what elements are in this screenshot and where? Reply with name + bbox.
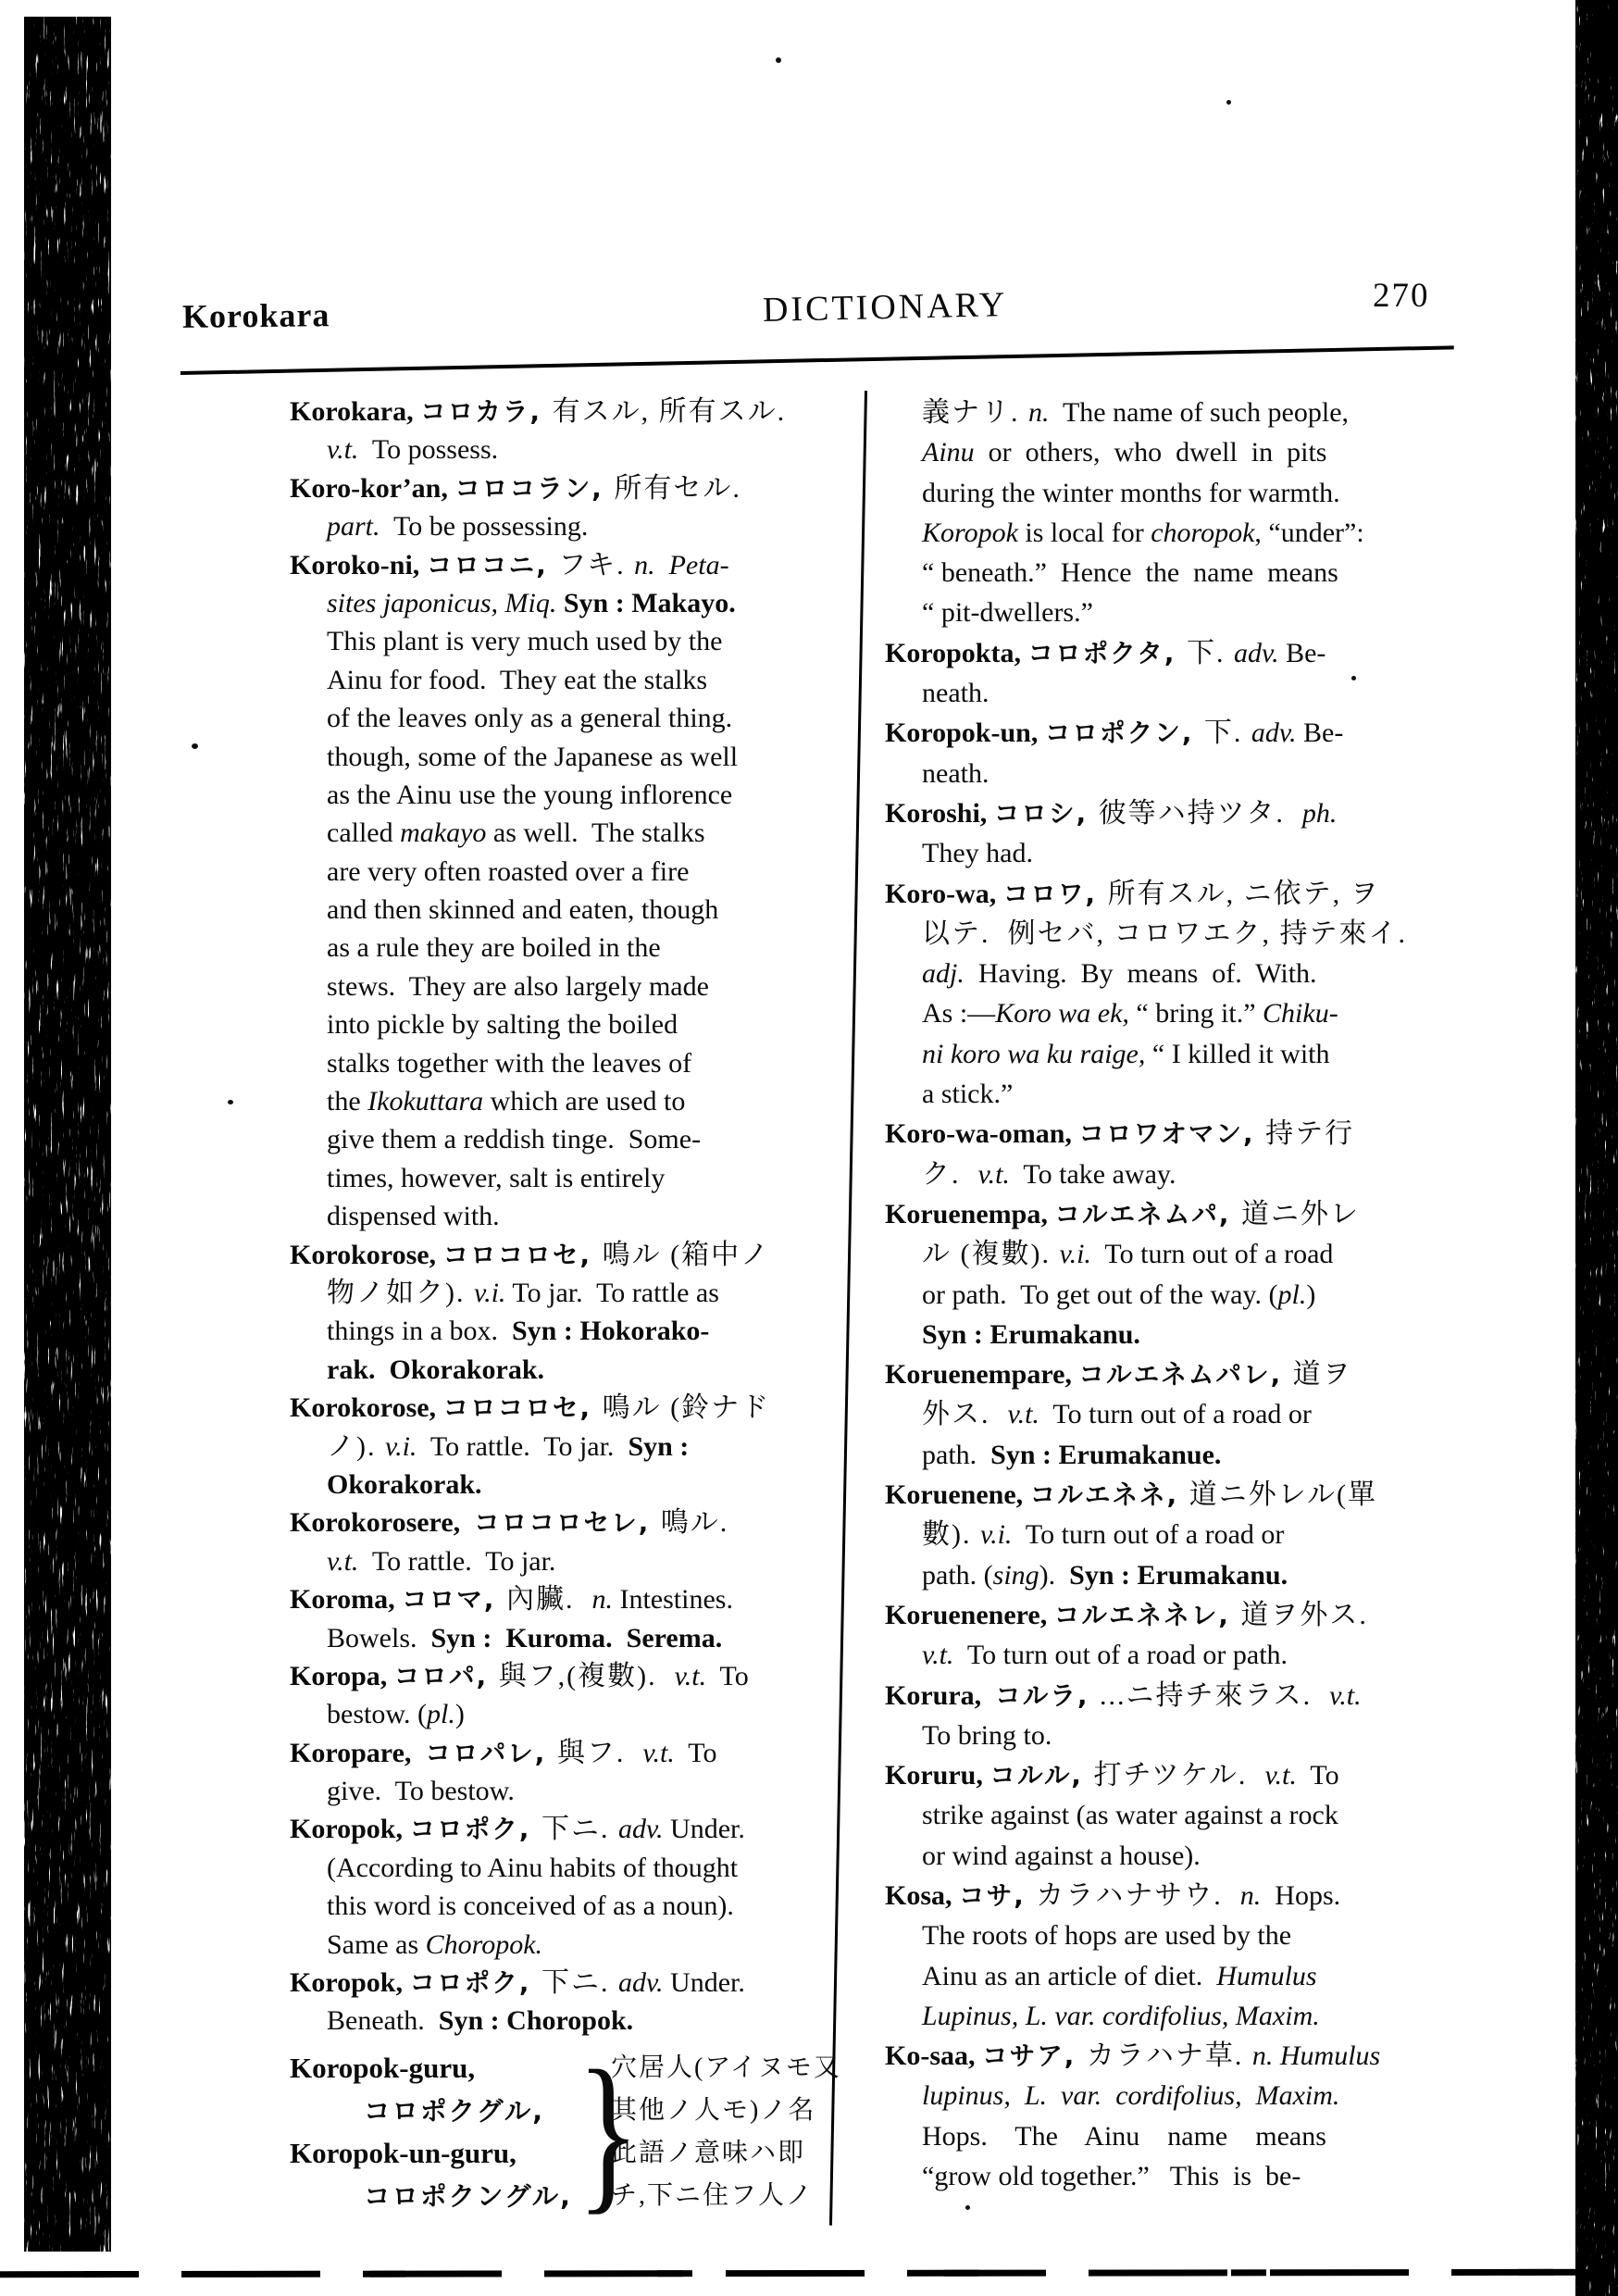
dict-line: ル (複數). v.i. To turn out of a road [922, 1239, 1334, 1270]
dict-line: Koropok, コロポク, 下ニ. adv. Under. [290, 1967, 745, 1999]
dict-line: Ko-saa, コサア, カラハナ草. n. Humulus [885, 2040, 1381, 2072]
dict-line: They had. [922, 838, 1033, 869]
dict-line: Hops. The Ainu name means [922, 2120, 1326, 2152]
dict-line: Ainu as an article of diet. Humulus [922, 1960, 1317, 1991]
dict-line: during the winter months for warmth. [922, 477, 1340, 508]
dict-line: Koruenempare, コルエネムパレ, 道ヲ [885, 1359, 1352, 1391]
dict-line: v.t. To turn out of a road or path. [922, 1640, 1288, 1671]
scan-bottom-edge-line [0, 2269, 1618, 2277]
dict-line: sites japonicus, Miq. Syn : Makayo. [327, 587, 736, 618]
dict-line: dispensed with. [327, 1201, 500, 1232]
dict-line: though, some of the Japanese as well [327, 741, 739, 772]
right-column [885, 393, 1514, 2196]
scan-speck [776, 57, 781, 63]
dict-line: Syn : Erumakanu. [922, 1318, 1140, 1350]
dict-line: チ,下ニ住フ人ノ [611, 2180, 815, 2210]
dict-line: To bring to. [922, 1719, 1052, 1751]
dict-line: This plant is very much used by the [327, 626, 723, 657]
dict-line: Koruru, コルル, 打チツケル. v.t. To [885, 1760, 1339, 1791]
dict-line: of the leaves only as a general thing. [327, 703, 733, 734]
dict-line: As :—Koro wa ek, “ bring it.” Chiku- [922, 998, 1338, 1029]
dict-line: Korokorose, コロコロセ, 鳴ル (箱中ノ [290, 1239, 771, 1270]
right-column-lines [885, 393, 1514, 2196]
dict-line: Koropok is local for choropok, “under”: [922, 517, 1364, 548]
dict-line: Same as Choropok. [327, 1928, 543, 1960]
dict-line: give. To bestow. [327, 1776, 515, 1807]
dict-line: give them a reddish tinge. Some- [327, 1124, 702, 1155]
dict-line: things in a box. Syn : Hokorako- [327, 1316, 710, 1347]
brace-headwords [290, 2047, 572, 2217]
dict-line: strike against (as water against a rock [922, 1800, 1338, 1831]
dict-line: 以テ. 例セバ, コロワエク, 持テ來イ. [922, 917, 1407, 949]
dict-line: Koropok-guru, [290, 2051, 476, 2084]
dict-line: rak. Okorakorak. [327, 1354, 545, 1385]
dict-line: Bowels. Syn : Kuroma. Serema. [327, 1622, 723, 1653]
dict-line: lupinus, L. var. cordifolius, Maxim. [922, 2080, 1340, 2112]
dict-line: コロポクングル, [364, 2180, 573, 2212]
dict-line: times, however, salt is entirely [327, 1162, 666, 1193]
dict-line: ni koro wa ku raige, “ I killed it with [922, 1038, 1330, 1069]
scan-noise-right-band [1575, 0, 1618, 2296]
dict-line: or path. To get out of the way. (pl.) [922, 1279, 1316, 1310]
dict-line: path. Syn : Erumakanue. [922, 1439, 1222, 1470]
dict-line: ノ). v.i. To rattle. To jar. Syn : [327, 1430, 690, 1462]
scan-speck [192, 743, 198, 749]
dict-line: Korokorose, コロコロセ, 鳴ル (鈴ナド [290, 1392, 771, 1424]
dict-line: Koro-kor’an, コロコラン, 所有セル. [290, 472, 741, 504]
dict-line: Koropa, コロパ, 與フ,(複數). v.t. To [290, 1660, 749, 1691]
dict-line: Beneath. Syn : Choropok. [327, 2005, 634, 2037]
dict-line: Koropok-un-guru, [290, 2136, 517, 2169]
brace-glyph: } [577, 2034, 640, 2229]
dict-line: Koruenenere, コルエネネレ, 道ヲ外ス. [885, 1599, 1368, 1630]
dict-line: or wind against a house). [922, 1840, 1201, 1871]
dict-line: path. (sing). Syn : Erumakanu. [922, 1559, 1288, 1591]
dict-line: Korokorosere, コロコロセレ, 鳴ル. [290, 1507, 729, 1539]
dict-line: 數). v.i. To turn out of a road or [922, 1519, 1285, 1551]
dict-line: adj. Having. By means of. With. [922, 958, 1317, 990]
dict-line: Koroshi, コロシ, 彼等ハ持ツタ. ph. [885, 797, 1338, 829]
scan-speck [228, 1100, 233, 1104]
dict-line: a stick.” [922, 1079, 1014, 1110]
dict-line: stalks together with the leaves of [327, 1047, 692, 1079]
dict-line: the Ikokuttara which are used to [327, 1086, 686, 1117]
dict-line: 外ス. v.t. To turn out of a road or [922, 1399, 1312, 1430]
dict-line: Koropokta, コロポクタ, 下. adv. Be- [885, 637, 1326, 668]
dict-line: Korokara, コロカラ, 有スル, 所有スル. [290, 396, 787, 427]
dict-line: are very often roasted over a fire [327, 855, 690, 887]
dict-line: 穴居人(アイヌモ又 [611, 2053, 841, 2082]
dict-line: and then skinned and eaten, though [327, 894, 719, 926]
scan-speck [1351, 676, 1356, 680]
page-title: DICTIONARY [762, 285, 1008, 330]
dict-line: Kosa, コサ, カラハナサウ. n. Hops. [885, 1879, 1341, 1911]
dict-line: 物ノ如ク). v.i. To jar. To rattle as [327, 1277, 719, 1308]
dict-line: bestow. (pl.) [327, 1699, 465, 1730]
dict-line: (According to Ainu habits of thought [327, 1852, 739, 1883]
dict-line: Ainu for food. They eat the stalks [327, 664, 708, 695]
left-column [290, 393, 845, 2229]
scan-noise-left-band [24, 17, 111, 2252]
koropok-guru-brace-group [290, 2034, 845, 2229]
scan-speck [1226, 100, 1231, 105]
dict-line: Koroko-ni, コロコニ, フキ. n. Peta- [290, 549, 729, 580]
dict-line: as a rule they are boiled in the [327, 932, 661, 964]
dict-line: “grow old together.” This is be- [922, 2161, 1301, 2192]
left-column-lines [290, 393, 845, 2040]
dict-line: Koropok-un, コロポクン, 下. adv. Be- [885, 718, 1344, 749]
dict-line: v.t. To possess. [327, 434, 499, 466]
dict-line: neath. [922, 757, 989, 789]
dict-line: v.t. To rattle. To jar. [327, 1545, 556, 1577]
dict-line: Lupinus, L. var. cordifolius, Maxim. [922, 2000, 1320, 2031]
dict-line: as the Ainu use the young inflorence [327, 779, 733, 810]
dict-line: Koruenene, コルエネネ, 道ニ外レル(單 [885, 1479, 1377, 1511]
dict-line: “ beneath.” Hence the name means [922, 557, 1338, 589]
dict-line: Korura, コルラ, ...ニ持チ來ラス. v.t. [885, 1679, 1362, 1711]
guide-word: Korokara [181, 296, 330, 335]
dict-line: called makayo as well. The stalks [327, 817, 705, 849]
header-rule [180, 345, 1454, 375]
scan-corner-blotch [1581, 19, 1618, 76]
dict-line: The roots of hops are used by the [922, 1920, 1292, 1952]
dict-line: Ainu or others, who dwell in pits [922, 437, 1327, 468]
dict-line: ク. v.t. To take away. [922, 1158, 1176, 1190]
dict-line: Koropare, コロパレ, 與フ. v.t. To [290, 1737, 717, 1768]
dict-line: Koroma, コロマ, 內臟. n. Intestines. [290, 1584, 733, 1616]
dict-line: into pickle by salting the boiled [327, 1009, 678, 1041]
dict-line: Koropok, コロポク, 下ニ. adv. Under. [290, 1814, 745, 1845]
page-number: 270 [1373, 277, 1430, 315]
dict-line: neath. [922, 678, 989, 709]
scan-speck [965, 2205, 970, 2210]
dict-line: Koro-wa-oman, コロワオマン, 持テ行 [885, 1118, 1355, 1150]
dict-line: コロポクグル, [364, 2095, 545, 2127]
brace-japanese-gloss [611, 2047, 845, 2217]
dict-line: 此語ノ意味ハ即 [611, 2138, 806, 2167]
dict-line: this word is conceived of as a noun). [327, 1890, 734, 1922]
dict-line: 其他ノ人モ)ノ名 [611, 2095, 816, 2125]
dict-line: 義ナリ. n. The name of such people, [922, 397, 1350, 428]
dict-line: stews. They are also largely made [327, 970, 709, 1002]
dict-line: Okorakorak. [327, 1468, 482, 1500]
dict-line: part. To be possessing. [327, 511, 589, 543]
dict-line: Koro-wa, コロワ, 所有スル, ニ依テ, ヲ [885, 878, 1380, 909]
dict-line: Koruenempa, コルエネムパ, 道ニ外レ [885, 1198, 1360, 1229]
dict-line: “ pit-dwellers.” [922, 597, 1093, 629]
